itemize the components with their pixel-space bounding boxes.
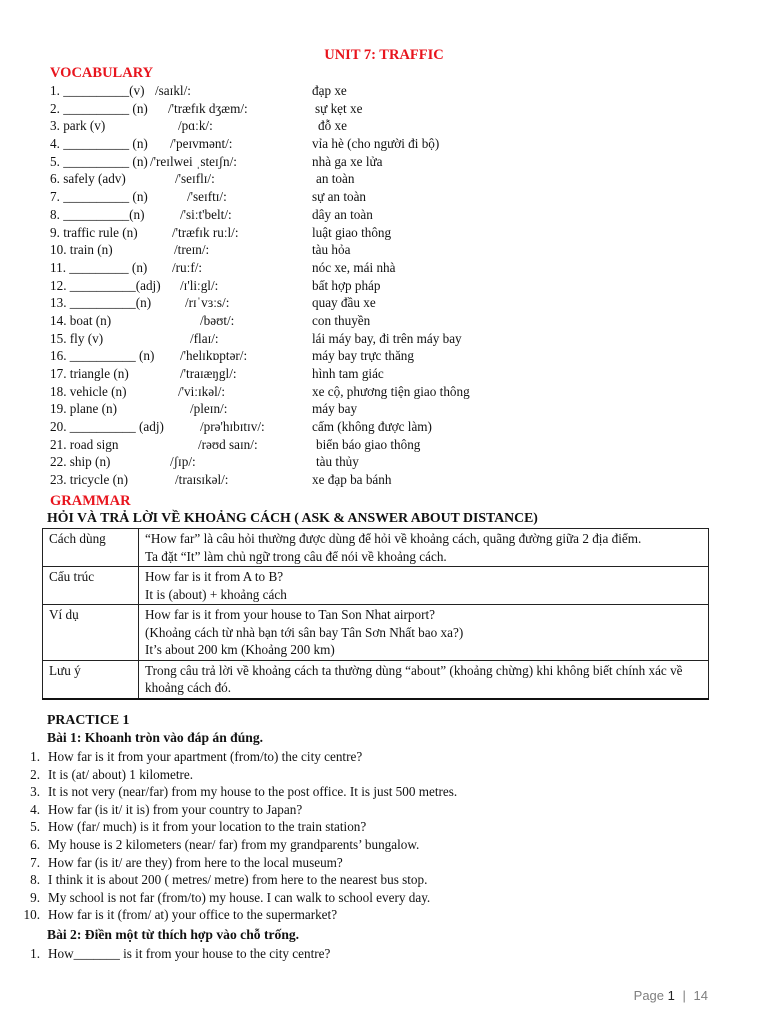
vocab-meaning: cấm (không được làm) <box>312 419 432 435</box>
exercise1-list <box>0 748 740 924</box>
vocab-term: 1. __________(v) <box>50 83 145 98</box>
vocab-row <box>50 453 690 471</box>
vocab-ipa: /'seɪflɪ/: <box>175 171 215 187</box>
note-label: Lưu ý <box>43 660 139 699</box>
vocab-meaning: dây an toàn <box>312 206 373 222</box>
question-text: How far is it from your apartment (from/to) the city centre? <box>48 749 363 764</box>
vocab-ipa: /rəʊd saɪn/: <box>198 436 258 452</box>
grammar-heading: GRAMMAR <box>50 493 131 509</box>
question-text: How far is it (from/ at) your office to the supermarket? <box>48 907 338 923</box>
example-line-3: It’s about 200 km (Khoảng 200 km) <box>145 642 335 657</box>
vocab-row <box>50 312 690 330</box>
question-item <box>0 836 740 854</box>
question-number: 4. <box>30 801 40 817</box>
structure-label: Cấu trúc <box>43 567 139 605</box>
vocab-ipa: /saɪkl/: <box>155 83 191 98</box>
vocab-ipa: /pleɪn/: <box>190 401 228 417</box>
question-number: 1. <box>30 946 40 961</box>
page-footer <box>634 988 708 1003</box>
question-number: 2. <box>30 766 40 782</box>
vocab-term: 17. triangle (n) <box>50 366 129 381</box>
table-row-note <box>43 660 709 699</box>
vocab-term: 12. __________(adj) <box>50 277 161 293</box>
vocab-meaning: vỉa hè (cho người đi bộ) <box>312 136 440 152</box>
vocab-row <box>50 383 690 401</box>
vocab-term: 14. boat (n) <box>50 312 112 328</box>
vocab-term: 16. __________ (n) <box>50 348 155 364</box>
note-line-1: Trong câu trả lời về khoảng cách ta thường dùng “about” (khoảng chừng) khi không biết chính xác về khoảng cách đó. <box>145 662 683 695</box>
vocab-row <box>50 206 690 224</box>
question-item <box>0 906 740 924</box>
example-line-2: (Khoảng cách từ nhà bạn tới sân bay Tân Sơn Nhất bao xa?) <box>145 624 464 640</box>
vocab-meaning: con thuyền <box>312 312 371 328</box>
question-number: 7. <box>30 854 40 870</box>
vocab-row <box>50 82 690 100</box>
question-item <box>0 854 740 872</box>
question-text: My school is not far (from/to) my house. I can walk to school every day. <box>48 889 431 905</box>
vocab-ipa: /'træfɪk dʒæm/: <box>168 100 248 116</box>
structure-cell <box>139 567 709 605</box>
total-pages: 14 <box>693 988 708 1003</box>
vocab-term: 5. __________ (n) <box>50 153 148 169</box>
question-text: How far (is it/ it is) from your country to Japan? <box>48 801 303 817</box>
page-label: Page <box>633 988 665 1003</box>
structure-line-2: It is (about) + khoảng cách <box>145 586 287 602</box>
usage-cell <box>139 529 709 567</box>
vocab-term: 6. safely (adv) <box>50 171 126 187</box>
vocab-term: 15. fly (v) <box>50 330 104 346</box>
question-item <box>0 818 740 836</box>
question-item <box>0 945 740 963</box>
vocab-term: 13. __________(n) <box>50 295 152 311</box>
vocab-ipa: /'peɪvmənt/: <box>170 136 233 152</box>
vocab-row <box>50 153 690 171</box>
exercise1-title: Bài 1: Khoanh tròn vào đáp án đúng. <box>47 730 264 745</box>
vocab-term: 20. __________ (adj) <box>50 419 164 435</box>
vocab-ipa: /ɪ'liːgl/: <box>180 277 219 293</box>
vocab-term: 9. traffic rule (n) <box>50 224 138 240</box>
vocab-meaning: sự an toàn <box>312 189 367 205</box>
vocab-ipa: /pɑːk/: <box>178 118 213 134</box>
vocab-row <box>50 117 690 135</box>
question-item <box>0 871 740 889</box>
vocab-term: 23. tricycle (n) <box>50 472 128 488</box>
vocab-meaning: sự kẹt xe <box>315 100 363 116</box>
question-number: 5. <box>30 819 40 835</box>
vocab-meaning: máy bay <box>312 401 358 417</box>
usage-line-2: Ta đặt “It” làm chủ ngữ trong câu để nói về khoảng cách. <box>145 548 447 564</box>
vocab-row <box>50 471 690 489</box>
note-cell <box>139 660 709 699</box>
table-row-example <box>43 605 709 661</box>
vocabulary-heading: VOCABULARY <box>50 65 154 81</box>
question-number: 10. <box>23 907 40 923</box>
question-text: I think it is about 200 ( metres/ metre) from here to the nearest bus stop. <box>48 872 428 888</box>
vocab-meaning: quay đầu xe <box>312 295 376 311</box>
exercise2-list <box>0 945 740 963</box>
question-item <box>0 783 740 801</box>
exercise2-title: Bài 2: Điền một từ thích hợp vào chỗ trống. <box>47 927 300 942</box>
vocab-term: 2. __________ (n) <box>50 100 148 116</box>
vocab-term: 10. train (n) <box>50 242 113 258</box>
vocab-meaning: xe cộ, phương tiện giao thông <box>312 383 470 399</box>
vocab-term: 18. vehicle (n) <box>50 383 127 399</box>
vocab-row <box>50 241 690 259</box>
vocab-ipa: /traɪsɪkəl/: <box>175 472 229 488</box>
vocab-meaning: máy bay trực thăng <box>312 348 414 364</box>
vocab-ipa: /flaɪ/: <box>190 330 219 346</box>
question-number: 8. <box>30 872 40 888</box>
vocab-meaning: biển báo giao thông <box>316 436 421 452</box>
vocab-row <box>50 100 690 118</box>
vocab-meaning: đỗ xe <box>318 118 347 134</box>
question-text: My house is 2 kilometers (near/ far) from my grandparents’ bungalow. <box>48 836 420 852</box>
question-item <box>0 889 740 907</box>
example-label: Ví dụ <box>43 605 139 661</box>
vocab-meaning: tàu thủy <box>316 454 359 470</box>
vocab-term: 19. plane (n) <box>50 401 118 417</box>
vocab-row <box>50 294 690 312</box>
vocab-meaning: đạp xe <box>312 83 347 98</box>
vocab-meaning: nhà ga xe lửa <box>312 153 383 169</box>
vocab-row <box>50 188 690 206</box>
question-number: 9. <box>30 889 40 905</box>
vocab-meaning: hình tam giác <box>312 366 384 381</box>
vocab-ipa: /rɪˈvɜːs/: <box>185 295 230 311</box>
vocab-ipa: /'træfɪk ruːl/: <box>172 224 239 240</box>
unit-title: UNIT 7: TRAFFIC <box>324 47 444 63</box>
question-text: How_______ is it from your house to the city centre? <box>48 946 331 961</box>
vocab-row <box>50 365 690 383</box>
example-cell <box>139 605 709 661</box>
vocab-term: 22. ship (n) <box>50 454 111 470</box>
vocab-term: 8. __________(n) <box>50 206 145 222</box>
question-text: How far (is it/ are they) from here to the local museum? <box>48 854 343 870</box>
table-row-usage <box>43 529 709 567</box>
vocab-row <box>50 259 690 277</box>
vocab-ipa: /'viːɪkəl/: <box>178 383 226 399</box>
grammar-table <box>42 528 709 700</box>
page-separator: | <box>682 988 686 1003</box>
vocab-term: 11. _________ (n) <box>50 259 148 275</box>
vocab-meaning: xe đạp ba bánh <box>312 472 392 488</box>
vocab-ipa: /'helɪkɒptər/: <box>180 348 248 364</box>
vocab-row <box>50 330 690 348</box>
vocab-term: 3. park (v) <box>50 118 106 134</box>
vocab-row <box>50 418 690 436</box>
vocab-meaning: bất hợp pháp <box>312 277 381 293</box>
vocab-row <box>50 224 690 242</box>
vocab-ipa: /'traɪæŋgl/: <box>180 366 237 381</box>
question-number: 1. <box>30 749 40 764</box>
question-text: It is (at/ about) 1 kilometre. <box>48 766 194 782</box>
grammar-title: HỎI VÀ TRẢ LỜI VỀ KHOẢNG CÁCH ( ASK & ANSWER ABOUT DISTANCE) <box>47 510 538 525</box>
question-item <box>0 748 740 766</box>
vocab-ipa: /prə'hɪbɪtɪv/: <box>200 419 265 435</box>
structure-line-1: How far is it from A to B? <box>145 569 284 584</box>
vocab-term: 7. __________ (n) <box>50 189 148 205</box>
vocab-row <box>50 135 690 153</box>
usage-line-1: “How far” là câu hỏi thường được dùng để hỏi về khoảng cách, quãng đường giữa 2 địa điểm. <box>145 531 642 546</box>
vocab-ipa: /ʃɪp/: <box>170 454 196 470</box>
page-number: 1 <box>667 988 675 1003</box>
question-number: 6. <box>30 836 40 852</box>
example-line-1: How far is it from your house to Tan Son Nhat airport? <box>145 607 436 622</box>
vocab-ipa: /treɪn/: <box>174 242 210 258</box>
vocab-meaning: tàu hỏa <box>312 242 351 258</box>
vocab-term: 4. __________ (n) <box>50 136 148 152</box>
vocab-row <box>50 277 690 295</box>
vocab-ipa: /'reɪlwei ˌsteɪʃn/: <box>150 153 237 169</box>
vocab-ipa: /ruːf/: <box>172 259 203 275</box>
vocab-meaning: an toàn <box>316 171 355 187</box>
practice-title: PRACTICE 1 <box>47 712 130 727</box>
question-item <box>0 801 740 819</box>
vocab-meaning: nóc xe, mái nhà <box>312 259 396 275</box>
question-number: 3. <box>30 784 40 800</box>
vocab-meaning: luật giao thông <box>312 224 392 240</box>
question-text: How (far/ much) is it from your location to the train station? <box>48 819 367 835</box>
vocab-meaning: lái máy bay, đi trên máy bay <box>312 330 462 346</box>
vocab-ipa: /bəʊt/: <box>200 312 235 328</box>
vocab-ipa: /'siːt'belt/: <box>180 206 232 222</box>
question-item <box>0 766 740 784</box>
vocab-row <box>50 347 690 365</box>
vocab-ipa: /'seɪftɪ/: <box>187 189 227 205</box>
table-row-structure <box>43 567 709 605</box>
usage-label: Cách dùng <box>43 529 139 567</box>
vocab-row <box>50 170 690 188</box>
vocab-term: 21. road sign <box>50 436 119 452</box>
vocab-row <box>50 436 690 454</box>
vocab-row <box>50 400 690 418</box>
vocabulary-list <box>50 82 690 489</box>
question-text: It is not very (near/far) from my house to the post office. It is just 500 metres. <box>48 784 458 800</box>
